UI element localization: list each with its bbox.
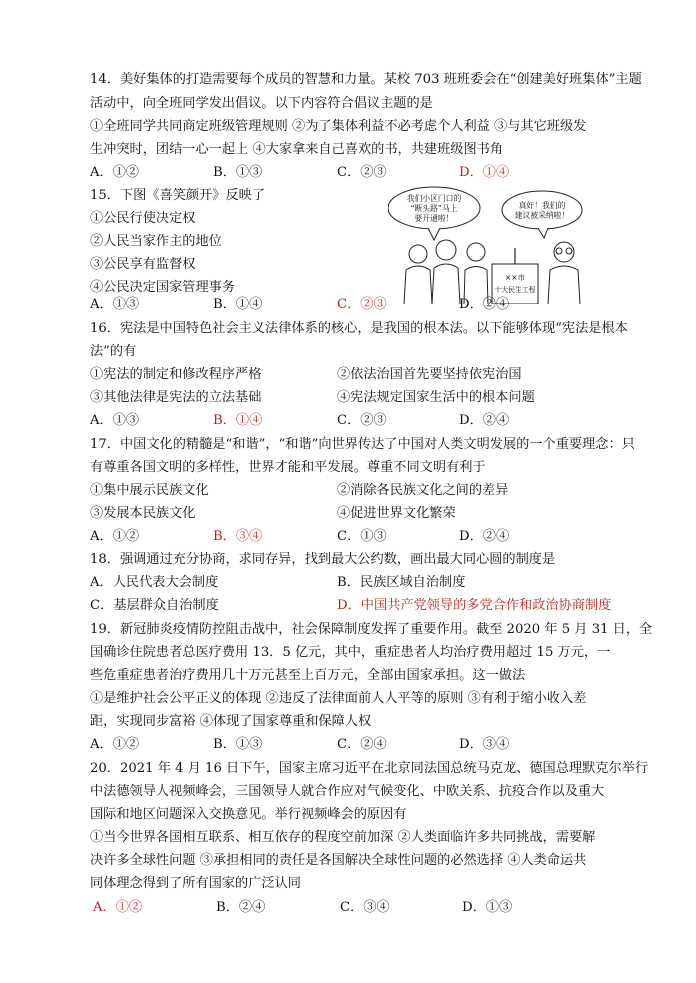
q16-stem-line-1: 16．宪法是中国特色社会主义法律体系的核心，是我国的根本法。以下能够体现“宪法是根本: [90, 321, 628, 336]
q17-item-3: ③发展本民族文化: [90, 506, 196, 521]
q15-option-b[interactable]: B．①④: [213, 297, 263, 312]
q19-stem-line-3: 些危重症患者治疗费用几十万元甚至上百万元，全部由国家承担。这一做法: [90, 668, 526, 683]
sign-line-1: ××市: [504, 273, 526, 282]
q20-stem-line-5: 决许多全球性问题 ③承担相同的责任是各国解决全球性问题的必然选择 ④人类命运共: [90, 853, 587, 868]
bubble-left-line-3: 要开通啦！: [414, 214, 454, 223]
q17-option-a[interactable]: A．①②: [90, 529, 140, 544]
q15-item-4: ④公民决定国家管理事务: [90, 280, 236, 295]
q15-item-2: ②人民当家作主的地位: [90, 234, 222, 249]
cartoon-illustration: [388, 186, 592, 304]
person-body: [432, 264, 460, 304]
q19-stem-line-1: 19．新冠肺炎疫情防控阻击战中，社会保障制度发挥了重要作用。截至 2020 年 5 月 31 日，全: [90, 622, 653, 637]
q16-item-4: ④宪法规定国家生活中的根本问题: [337, 390, 535, 405]
q16-item-1: ①宪法的制定和修改程序严格: [90, 367, 262, 382]
person-body: [548, 266, 580, 304]
q16-item-2: ②依法治国首先要坚持依宪治国: [337, 367, 522, 382]
q20-stem-line-3: 国际和地区问题深入交换意见。举行视频峰会的原因有: [90, 807, 407, 822]
q18-option-d[interactable]: D．中国共产党领导的多党合作和政治协商制度: [337, 598, 612, 613]
q19-option-d[interactable]: D．③④: [459, 737, 510, 752]
q17-item-2: ②消除各民族文化之间的差异: [337, 483, 509, 498]
q15-stem-line-1: 15．下图《喜笑颜开》反映了: [90, 188, 266, 203]
sign-line-2: 十大民生工程: [494, 286, 536, 294]
q20-option-d[interactable]: D．①③: [462, 900, 513, 915]
glasses-icon: [556, 248, 562, 254]
person-head: [467, 243, 485, 261]
q16-option-a[interactable]: A．①③: [90, 413, 140, 428]
bubble-left-line-2: “断头路”马上: [410, 204, 458, 213]
speech-bubble-right-tail: [538, 228, 548, 238]
q19-option-c[interactable]: C．②④: [337, 737, 387, 752]
q18-option-c[interactable]: C．基层群众自治制度: [90, 598, 219, 613]
speech-bubble-right: [502, 191, 582, 229]
q15-option-c[interactable]: C．②③: [337, 297, 387, 312]
q19-stem-line-5: 距，实现同步富裕 ④体现了国家尊重和保障人权: [90, 714, 372, 729]
person-body: [404, 266, 432, 304]
q17-item-4: ④促进世界文化繁荣: [337, 506, 456, 521]
q14-stem-line-3: ①全班同学共同商定班级管理规则 ②为了集体利益不必考虑个人利益 ③与其它班级发: [90, 119, 587, 134]
q15-item-1: ①公民行使决定权: [90, 211, 196, 226]
q19-option-a[interactable]: A．①②: [90, 737, 140, 752]
q20-option-c[interactable]: C．③④: [340, 900, 390, 915]
q14-stem-line-4: 生冲突时，团结一心一起上 ④大家拿来自己喜欢的书，共建班级图书角: [90, 142, 504, 157]
q14-option-b[interactable]: B．①③: [213, 165, 263, 180]
q19-stem-line-4: ①是维护社会公平正义的体现 ②违反了法律面前人人平等的原则 ③有利于缩小收入差: [90, 691, 587, 706]
q16-option-d[interactable]: D．②④: [459, 413, 510, 428]
q20-stem-line-6: 同体理念得到了所有国家的广泛认同: [90, 876, 301, 891]
speech-bubble-left-tail: [428, 228, 440, 240]
q16-option-b[interactable]: B．①④: [213, 413, 263, 428]
person-head: [409, 245, 427, 263]
q17-stem-line-2: 有尊重各国文明的多样性，世界才能和平发展。尊重不同文明有利于: [90, 460, 486, 475]
bubble-right-line-1: 真好！我们的: [518, 201, 566, 210]
glasses-icon: [566, 248, 572, 254]
q17-option-b[interactable]: B．③④: [213, 529, 263, 544]
q15-item-3: ③公民享有监督权: [90, 257, 196, 272]
q19-stem-line-2: 国确诊住院患者总医疗费用 13．5 亿元，其中，重症患者人均治疗费用超过 15 万元，一: [90, 645, 611, 660]
q17-stem-line-1: 17．中国文化的精髓是“和谐”，“和谐”向世界传达了中国对人类文明发展的一个重要理念：只: [90, 437, 635, 452]
q19-option-b[interactable]: B．①③: [213, 737, 263, 752]
q16-option-c[interactable]: C．②③: [337, 413, 387, 428]
q17-option-d[interactable]: D．②④: [459, 529, 510, 544]
q18-stem-line-1: 18．强调通过充分协商，求同存异，找到最大公约数，画出最大同心圆的制度是: [90, 552, 556, 567]
q20-option-b[interactable]: B．②④: [216, 900, 266, 915]
bubble-left-line-1: 我们小区门口的: [406, 194, 462, 203]
q14-stem-line-2: 活动中，向全班同学发出倡议。以下内容符合倡议主题的是: [90, 96, 433, 111]
q14-stem-line-1: 14．美好集体的打造需要每个成员的智慧和力量。某校 703 班班委会在“创建美好班集体”主题: [90, 72, 642, 87]
q15-option-d[interactable]: D．②④: [459, 297, 510, 312]
q18-option-b[interactable]: B．民族区域自治制度: [337, 575, 466, 590]
bubble-right-line-2: 建议被采纳啦！: [514, 211, 570, 220]
q20-stem-line-2: 中法德领导人视频峰会，三国领导人就合作应对气候变化、中欧关系、抗疫合作以及重大: [90, 784, 605, 799]
q14-option-a[interactable]: A．①②: [90, 165, 140, 180]
q14-option-c[interactable]: C．②③: [337, 165, 387, 180]
q18-option-a[interactable]: A．人民代表大会制度: [90, 575, 219, 590]
q17-option-c[interactable]: C．①③: [337, 529, 387, 544]
q14-option-d[interactable]: D．①④: [459, 165, 510, 180]
q17-item-1: ①集中展示民族文化: [90, 483, 209, 498]
q20-stem-line-1: 20．2021 年 4 月 16 日下午，国家主席习近平在北京同法国总统马克龙、德国总理默克尔举行: [90, 761, 649, 776]
q20-option-a[interactable]: A．①②: [93, 900, 143, 915]
q16-item-3: ③其他法律是宪法的立法基础: [90, 390, 262, 405]
q15-option-a[interactable]: A．①③: [90, 297, 140, 312]
person-head: [436, 240, 456, 260]
q16-stem-line-2: 法”的有: [90, 344, 137, 359]
q20-stem-line-4: ①当今世界各国相互联系、相互依存的程度空前加深 ②人类面临许多共同挑战，需要解: [90, 830, 596, 845]
